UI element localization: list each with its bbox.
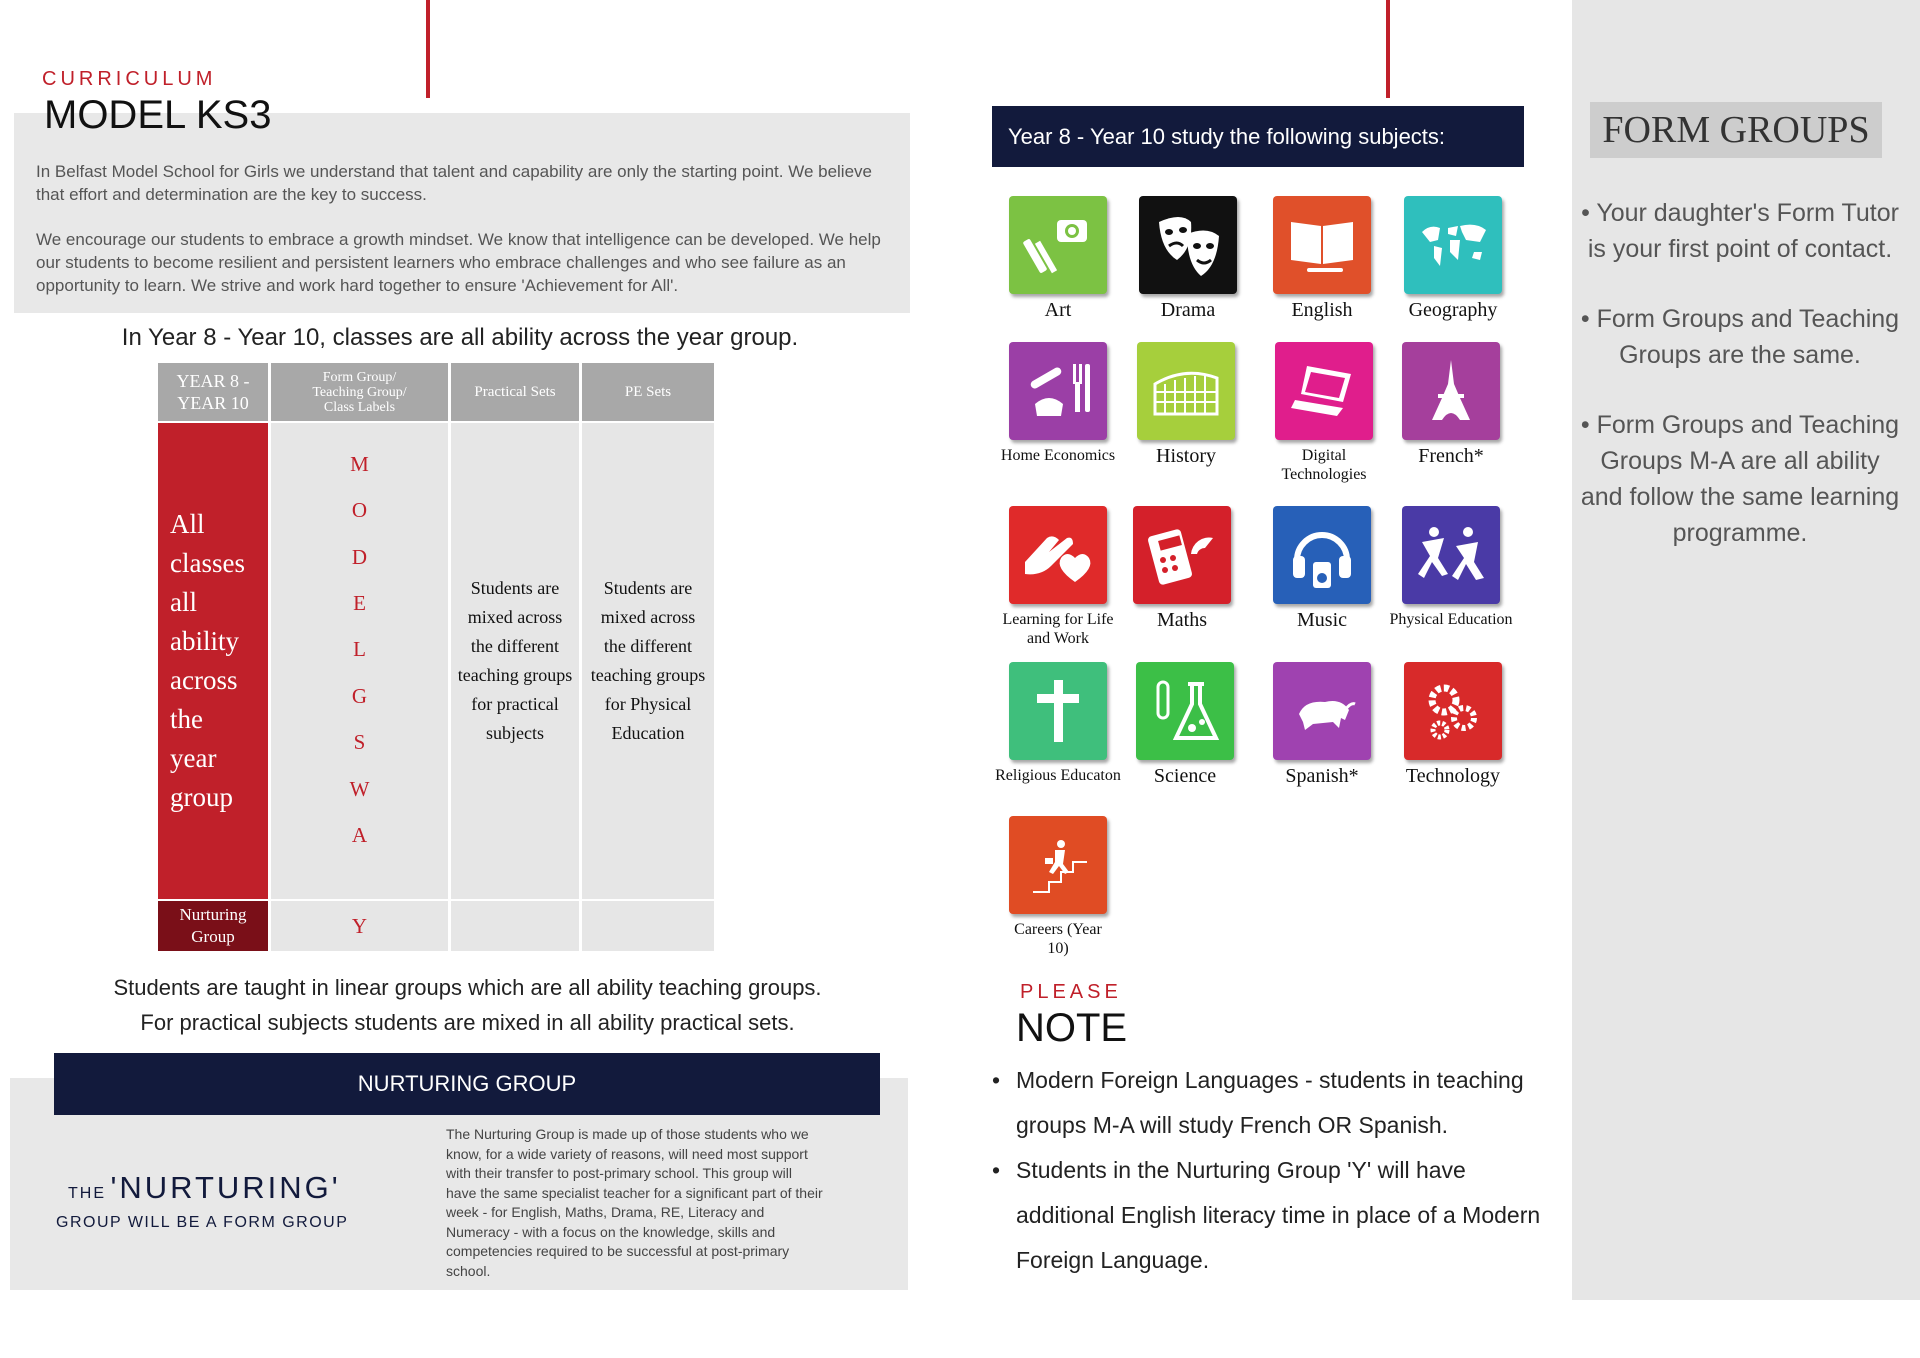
- nurturing-the: THE: [68, 1185, 106, 1202]
- subject-label: Religious Educaton: [995, 767, 1121, 784]
- classes-heading: In Year 8 - Year 10, classes are all ability across the year group.: [121, 324, 799, 351]
- subject-music[interactable]: [1257, 506, 1387, 630]
- subject-digital-technologies[interactable]: [1259, 342, 1389, 484]
- subject-label: Home Economics: [1000, 447, 1116, 464]
- nurturing-banner: [54, 1053, 880, 1115]
- nurturing-subtitle: GROUP WILL BE A FORM GROUP: [56, 1214, 349, 1231]
- nurturing-banner-text: NURTURING GROUP: [357, 1071, 577, 1096]
- form-groups-item-text: Form Groups and Teaching Groups are the same.: [1596, 305, 1900, 369]
- subject-label: History: [1156, 445, 1216, 467]
- nurturing-pe-cell: [582, 901, 714, 951]
- gears-icon: [1404, 662, 1502, 760]
- calculator-icon: [1133, 506, 1231, 604]
- subject-physical-education[interactable]: [1386, 506, 1516, 629]
- subject-label: Learning for Life and Work: [1002, 611, 1114, 647]
- class-letter: A: [351, 823, 368, 848]
- form-groups-title-text: FORM GROUPS: [1602, 109, 1870, 151]
- subject-label: Art: [1044, 299, 1072, 321]
- bullet: •: [1581, 199, 1597, 227]
- drama-masks-icon: [1139, 196, 1237, 294]
- table-header-year: YEAR 8 - YEAR 10: [158, 363, 268, 421]
- subject-label: Music: [1297, 609, 1347, 631]
- bull-icon: [1273, 662, 1371, 760]
- subject-learning-for-life-and-work[interactable]: [993, 506, 1123, 648]
- subject-drama[interactable]: [1123, 196, 1253, 320]
- class-letter: D: [351, 544, 368, 569]
- subject-science[interactable]: [1120, 662, 1250, 786]
- subject-label: English: [1291, 299, 1353, 321]
- world-map-icon: [1404, 196, 1502, 294]
- subject-maths[interactable]: [1117, 506, 1247, 630]
- note-item: • Students in the Nurturing Group 'Y' will have additional English literacy time in place of a Modern Foreign Language.: [996, 1148, 1556, 1283]
- form-groups-item-text: Your daughter's Form Tutor is your first point of contact.: [1587, 199, 1899, 263]
- form-groups-title: [1590, 102, 1882, 158]
- class-letter: S: [353, 730, 366, 755]
- all-ability-label: All classes all ability across the year group: [170, 509, 245, 812]
- intro-text: [36, 160, 896, 319]
- subjects-banner-text: Year 8 - Year 10 study the following subjects:: [1008, 123, 1446, 149]
- linear-groups-line-1: Students are taught in linear groups which are all ability teaching groups.: [113, 975, 822, 1000]
- subject-home-economics[interactable]: [993, 342, 1123, 465]
- nurturing-heading: [56, 1170, 356, 1232]
- subject-label: Technology: [1405, 765, 1501, 787]
- class-letter: M: [350, 451, 369, 476]
- form-groups-list: [1580, 195, 1900, 585]
- nurturing-practical-cell: [451, 901, 579, 951]
- practical-sets-cell: [451, 423, 579, 899]
- kitchen-utensils-icon: [1009, 342, 1107, 440]
- cross-icon: [1009, 662, 1107, 760]
- nurturing-body: The Nurturing Group is made up of those students who we know, for a wide variety of reasons, will need most support with their transfer to post-primary school. This group will have the same specialist teacher for a significant part of their week - for English, Maths, Drama, RE, Literacy and Numeracy - with a focus on the knowledge, skills and competencies required to be successful at post-primary school.: [446, 1126, 823, 1279]
- table-header-pe: PE Sets: [582, 363, 714, 421]
- class-letter: O: [351, 498, 368, 523]
- nurturing-row-text: Nurturing Group: [179, 905, 247, 946]
- form-groups-item: [1580, 301, 1900, 373]
- hand-heart-icon: [1009, 506, 1107, 604]
- intro-paragraph-1: In Belfast Model School for Girls we understand that talent and capability are only the starting point. We believe that effort and determination are the key to success.: [36, 162, 872, 204]
- subject-english[interactable]: [1257, 196, 1387, 320]
- form-groups-item: [1580, 195, 1900, 267]
- class-letter: L: [353, 637, 366, 662]
- nurturing-row-label: [158, 901, 268, 951]
- please-kicker: PLEASE: [1020, 981, 1122, 1003]
- subject-label: Digital Technologies: [1281, 447, 1367, 483]
- class-labels-cell: [271, 423, 448, 899]
- headphones-icon: [1273, 506, 1371, 604]
- note-item: • Modern Foreign Languages - students in teaching groups M-A will study French OR Spanish.: [996, 1058, 1556, 1148]
- subject-label: Spanish*: [1285, 765, 1359, 787]
- subject-label: Physical Education: [1389, 611, 1513, 628]
- eiffel-tower-icon: [1402, 342, 1500, 440]
- subject-label: Careers (Year 10): [1014, 921, 1102, 957]
- form-groups-item: [1580, 407, 1900, 551]
- art-icon: [1009, 196, 1107, 294]
- note-list: [996, 1058, 1556, 1283]
- class-letter: E: [353, 591, 366, 616]
- subject-spanish[interactable]: [1257, 662, 1387, 786]
- note-title: NOTE: [1016, 1006, 1128, 1050]
- all-ability-cell: [158, 423, 268, 899]
- subject-art[interactable]: [993, 196, 1123, 320]
- nurturing-title: 'NURTURING': [110, 1170, 341, 1205]
- practical-sets-text: Students are mixed across the different teaching groups for practical subjects: [457, 578, 573, 743]
- subject-history[interactable]: [1121, 342, 1251, 466]
- colosseum-icon: [1137, 342, 1235, 440]
- intro-paragraph-2: We encourage our students to embrace a growth mindset. We know that intelligence can be developed. We help our students to become resilient and persistent learners who embrace challenges and who see failure as an opportunity to learn. We strive and work hard together to ensure 'Achievement for All'.: [36, 230, 881, 295]
- nurturing-letter-cell: [271, 901, 448, 951]
- class-table: [158, 363, 714, 951]
- top-divider-line-right: [1386, 0, 1390, 98]
- subject-french[interactable]: [1386, 342, 1516, 466]
- subject-label: Drama: [1160, 299, 1216, 321]
- career-stairs-icon: [1009, 816, 1107, 914]
- subjects-banner: [992, 106, 1524, 167]
- table-header-form-group: Form Group/ Teaching Group/ Class Labels: [271, 363, 448, 421]
- curriculum-kicker: CURRICULUM: [42, 68, 217, 90]
- pe-sets-text: Students are mixed across the different teaching groups for Physical Education: [590, 578, 706, 743]
- class-letter: G: [351, 683, 368, 708]
- class-letter: W: [349, 776, 370, 801]
- subject-technology[interactable]: [1388, 662, 1518, 786]
- subject-careers[interactable]: [993, 816, 1123, 958]
- athletes-icon: [1402, 506, 1500, 604]
- laptop-icon: [1275, 342, 1373, 440]
- subject-geography[interactable]: [1388, 196, 1518, 320]
- book-icon: [1273, 196, 1371, 294]
- subject-label: Science: [1153, 765, 1217, 787]
- pe-sets-cell: [582, 423, 714, 899]
- flask-icon: [1136, 662, 1234, 760]
- subject-label: Geography: [1408, 299, 1498, 321]
- page-title: MODEL KS3: [44, 93, 272, 137]
- table-header-practical: Practical Sets: [451, 363, 579, 421]
- linear-groups-line-2: For practical subjects students are mixed in all ability practical sets.: [140, 1010, 795, 1035]
- nurturing-letter: Y: [351, 913, 368, 938]
- bullet: •: [1580, 411, 1597, 439]
- bullet: •: [1580, 305, 1597, 333]
- top-divider-line-left: [426, 0, 430, 98]
- subject-religious-education[interactable]: [993, 662, 1123, 785]
- form-groups-item-text: Form Groups and Teaching Groups M-A are all ability and follow the same learning programme.: [1580, 411, 1900, 547]
- subject-label: Maths: [1157, 609, 1207, 631]
- subject-label: French*: [1418, 445, 1484, 467]
